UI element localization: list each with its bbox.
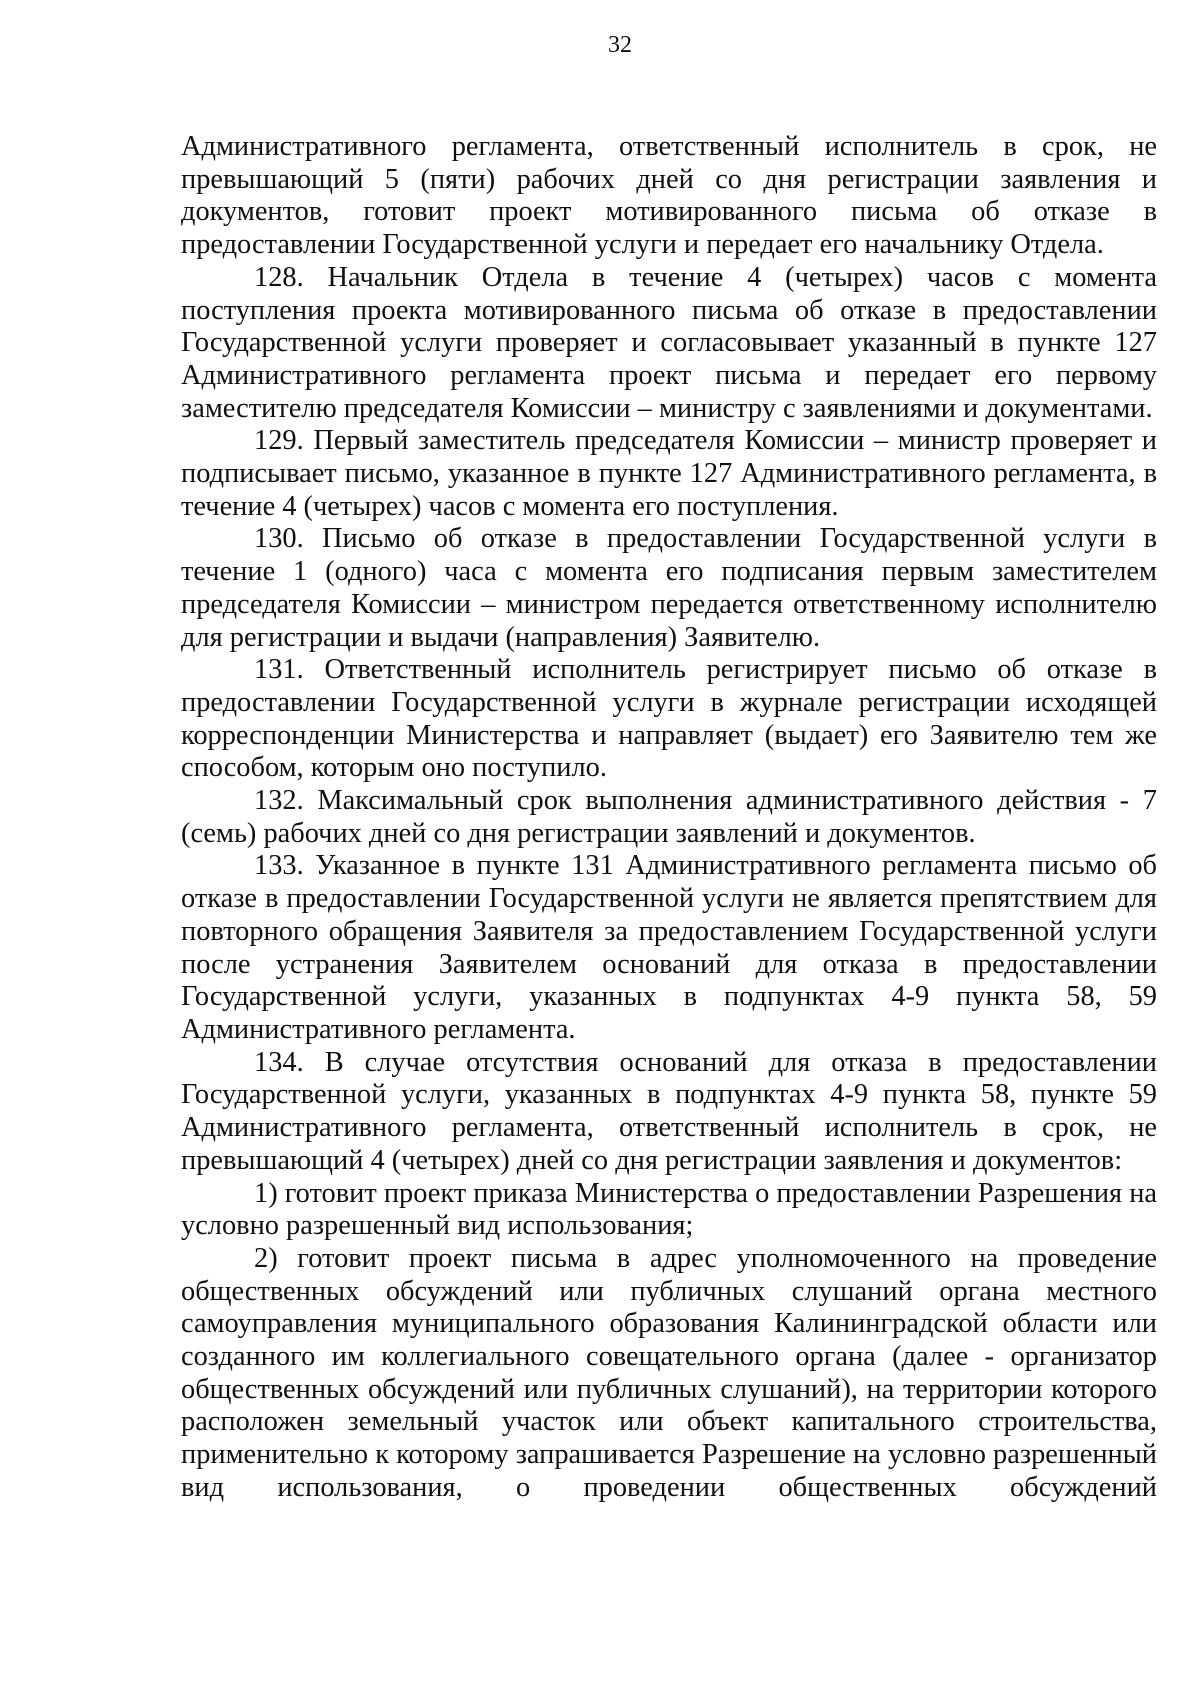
paragraph-134: 134. В случае отсутствия оснований для отказа в предоставлении Государственной услуги, указанных в подпунктах 4-9 пункта 58, пункте 59 Административного регламента, ответственный исполнитель в срок, не превышающий 4 (четырех) дней со дня регистрации заявления и документов: (181, 1046, 1157, 1176)
paragraph-132: 132. Максимальный срок выполнения административного действия - 7 (семь) рабочих дней со дня регистрации заявлений и документов. (181, 785, 1157, 849)
list-item-1: 1) готовит проект приказа Министерства о предоставлении Разрешения на условно разрешенный вид использования; (181, 1177, 1158, 1242)
list-item-2: 2) готовит проект письма в адрес уполномоченного на проведение общественных обсуждений или публичных слушаний органа местного самоуправления муниципального образования Калининградской области или созданного им коллегиального совещательного органа (далее - организатор общественных обсуждений или публичных слушаний), на территории которого расположен земельный участок или объект капитального строительства, применительно к которому запрашивается Разрешение на условно разрешенный вид использования, о проведении общественных обсуждений (181, 1242, 1157, 1503)
paragraph-128: 128. Начальник Отдела в течение 4 (четырех) часов с момента поступления проекта мотивированного письма об отказе в предоставлении Государственной услуги проверяет и согласовывает указанный в пункте 127 Административного регламента проект письма и передает его первому заместителю председателя Комиссии – министру с заявлениями и документами. (181, 261, 1157, 424)
paragraph-130: 130. Письмо об отказе в предоставлении Государственной услуги в течение 1 (одного) часа с момента его подписания первым заместителем председателя Комиссии – министром передается ответственному исполнителю для регистрации и выдачи (направления) Заявителю. (181, 523, 1157, 653)
paragraph-133: 133. Указанное в пункте 131 Административного регламента письмо об отказе в предоставлении Государственной услуги не является препятствием для повторного обращения Заявителя за предоставлением Государственной услуги после устранения Заявителем оснований для отказа в предоставлении Государственной услуги, указанных в подпунктах 4-9 пункта 58, 59 Административного регламента. (181, 850, 1157, 1045)
page-number: 32 (608, 32, 632, 58)
paragraph-continuation: Административного регламента, ответственный исполнитель в срок, не превышающий 5 (пяти) рабочих дней со дня регистрации заявления и документов, готовит проект мотивированного письма об отказе в предоставлении Государственной услуги и передает его начальнику Отдела. (181, 131, 1157, 261)
paragraph-129: 129. Первый заместитель председателя Комиссии – министр проверяет и подписывает письмо, указанное в пункте 127 Административного регламента, в течение 4 (четырех) часов с момента его поступления. (181, 425, 1157, 522)
document-body (181, 131, 1157, 1505)
paragraph-131: 131. Ответственный исполнитель регистрирует письмо об отказе в предоставлении Государственной услуги в журнале регистрации исходящей корреспонденции Министерства и направляет (выдает) его Заявителю тем же способом, которым оно поступило. (181, 654, 1157, 784)
